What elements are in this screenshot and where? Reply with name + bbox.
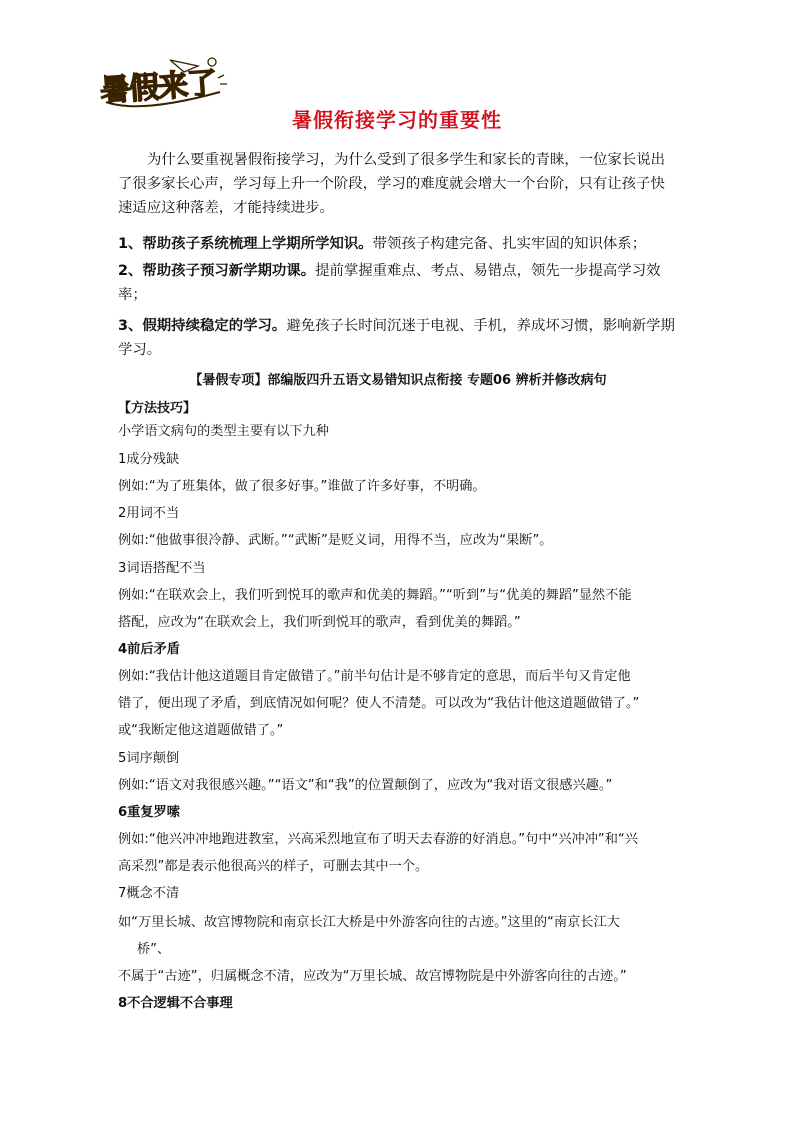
point-3 <box>118 314 678 362</box>
point-3-text: 避免孩子长时间沉迷于电视、手机，养成坏习惯，影响新学期学习。 <box>118 318 675 358</box>
type-3-example-line-2: 搭配，应改为“在联欢会上，我们听到悦耳的歌声，看到优美的舞蹈。” <box>118 615 521 630</box>
type-8-heading: 8不合逻辑不合事理 <box>118 996 233 1011</box>
method-heading: 【方法技巧】 <box>118 401 197 416</box>
type-7-example-line-1: 如“万里长城、故宫博物院和南京长江大桥是中外游客向往的古迹。”这里的“南京长江大 <box>118 915 620 930</box>
point-1-bold: 1、帮助孩子系统梳理上学期所学知识。 <box>118 236 373 252</box>
types-intro: 小学语文病句的类型主要有以下九种 <box>118 424 329 439</box>
point-2-text: 提前掌握重难点、考点、易错点，领先一步提高学习效率； <box>118 263 661 303</box>
type-4-example-line-3: 或“我断定他这道题做错了。” <box>118 723 284 738</box>
type-6-example-line-2: 高采烈”都是表示他很高兴的样子，可删去其中一个。 <box>118 859 429 874</box>
type-2-example: 例如:“他做事很冷静、武断。”“武断”是贬义词，用得不当，应改为“果断”。 <box>118 533 553 548</box>
point-1-text: 带领孩子构建完备、扎实牢固的知识体系； <box>372 236 647 252</box>
point-3-bold: 3、假期持续稳定的学习。 <box>118 318 287 334</box>
type-4-example-line-1: 例如:“我估计他这道题目肯定做错了。”前半句估计是不够肯定的意思，而后半句又肯定他 <box>118 669 631 684</box>
intro-paragraph: 为什么要重视暑假衔接学习，为什么受到了很多学生和家长的青睐，一位家长说出了很多家长心声，学习每上升一个阶段，学习的难度就会增大一个台阶，只有让孩子快速适应这种落差，才能持续进步。 <box>118 152 666 216</box>
type-1-heading: 1成分残缺 <box>118 452 180 467</box>
point-2 <box>118 259 678 307</box>
type-6-example-line-1: 例如:“他兴冲冲地跑进教室，兴高采烈地宣布了明天去春游的好消息。”句中“兴冲冲”和“兴 <box>118 832 638 847</box>
point-1 <box>118 232 678 256</box>
type-3-heading: 3词语搭配不当 <box>118 561 206 576</box>
type-2-heading: 2用词不当 <box>118 506 180 521</box>
type-4-heading: 4前后矛盾 <box>118 642 180 657</box>
page-title: 暑假衔接学习的重要性 <box>292 108 502 132</box>
type-4-example-line-2: 错了，便出现了矛盾，到底情况如何呢？使人不清楚。可以改为“我估计他这道题做错了。” <box>118 696 640 711</box>
type-7-heading: 7概念不清 <box>118 886 180 901</box>
type-3-example-line-1: 例如:“在联欢会上，我们听到悦耳的歌声和优美的舞蹈。”“听到”与“优美的舞蹈”显然不能 <box>118 588 632 603</box>
type-7-example-line-3: 不属于“古迹”，归属概念不清，应改为“万里长城、故宫博物院是中外游客向往的古迹。” <box>118 969 627 984</box>
type-6-heading: 6重复罗嗦 <box>118 805 180 820</box>
logo-text: 暑假来了 <box>99 65 218 109</box>
type-1-example: 例如:“为了班集体，做了很多好事。”谁做了许多好事，不明确。 <box>118 479 486 494</box>
point-2-bold: 2、帮助孩子预习新学期功课。 <box>118 263 316 279</box>
type-7-example-line-2: 桥”、 <box>137 942 171 957</box>
type-5-heading: 5词序颠倒 <box>118 751 180 766</box>
section-subtitle: 【暑假专项】部编版四升五语文易错知识点衔接 专题06 辨析并修改病句 <box>189 373 607 388</box>
type-5-example: 例如:“语文对我很感兴趣。”“语文”和“我”的位置颠倒了，应改为“我对语文很感兴趣。” <box>118 778 613 793</box>
